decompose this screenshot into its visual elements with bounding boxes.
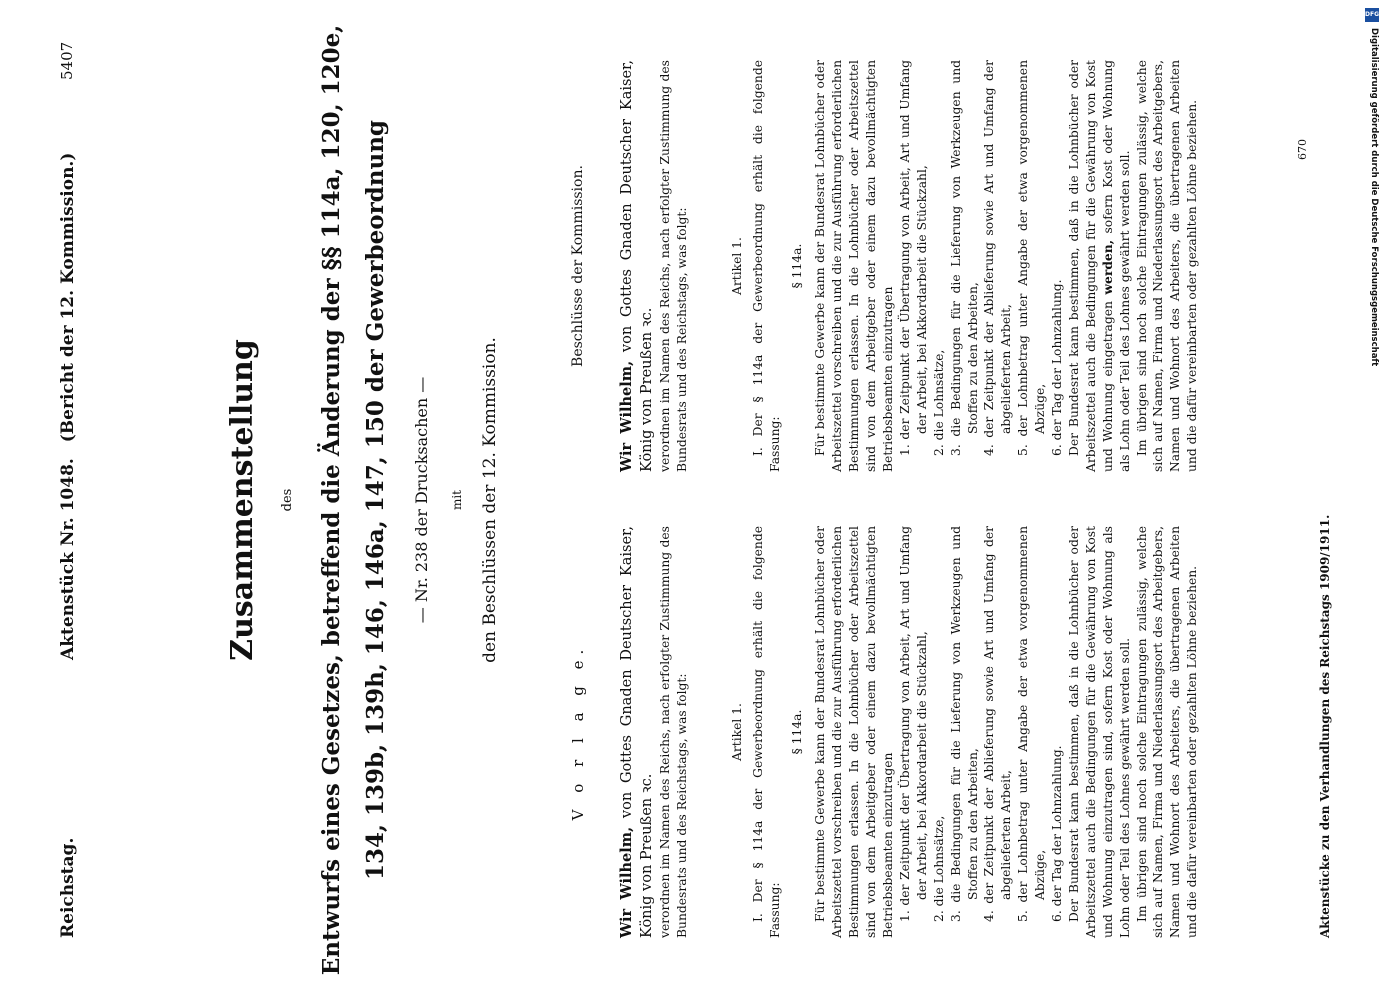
intro-sentence: [617, 60, 657, 472]
intro-emperor-name: Wir Wilhelm,: [617, 826, 635, 938]
title-connector-des: des: [280, 488, 295, 512]
list-item: 1. der Zeitpunkt der Übertragung von Arbeit, Art und Umfang der Arbeit, bei Akkordarbeit die Stückzahl,: [897, 60, 929, 456]
list-item: 4. der Zeitpunkt der Ablieferung sowie Art und Umfang der abgelieferten Arbeit,: [982, 60, 1014, 456]
paragraph-3: Im übrigen sind noch solche Eintragungen zulässig, welche sich auf Namen, Firma und Niederlassungsort des Arbeitgebers, Namen und Wohnort des Arbeiters, die übertragenen Arbeiten und die dafür vereinbarten oder gezahlten Löhne beziehen.: [1134, 60, 1200, 472]
title-subject-line1: Entwurfs eines Gesetzes, betreffend die Änderung der §§ 114a, 120, 120e,: [318, 24, 345, 976]
column-heading-vorlage: V o r l a g e.: [569, 643, 587, 821]
intro-title: von Gottes Gnaden Deutscher Kaiser, König von Preußen ꝛc.: [618, 60, 655, 472]
list-item: 5. der Lohnbetrag unter Angabe der etwa vorgenommenen Abzüge,: [1016, 60, 1048, 456]
paragraph-2: Der Bundesrat kann bestimmen, daß in die Lohnbücher oder Arbeitszettel auch die Bedingungen für die Gewährung von Kost und Wohnung einzutragen sind, sofern Kost oder Wohnung als Lohn oder Teil des Lohnes gewährt werden soll.: [1066, 526, 1132, 938]
footer-source: Aktenstücke zu den Verhandlungen des Reichstags 1909/1911.: [1318, 514, 1332, 938]
item-list: [897, 60, 1066, 456]
title-subject-line2: 134, 139b, 139h, 146, 146a, 147, 150 der Gewerbeordnung: [362, 119, 389, 881]
title-main: Zusammenstellung: [225, 339, 260, 661]
column-vorlage: [570, 526, 1201, 938]
paragraph-2-text-a: Der Bundesrat kann bestimmen, daß in die Lohnbücher oder Arbeitszettel auch die Bedingungen für die Gewährung von Kost und Wohnung eingetragen: [1066, 60, 1115, 472]
list-item: 4. der Zeitpunkt der Ablieferung sowie Art und Umfang der abgelieferten Arbeit,: [982, 526, 1014, 922]
footer-sheet-number: 670: [1296, 139, 1309, 160]
header-document-number: [58, 153, 78, 660]
paragraph-2: [1066, 60, 1134, 472]
header-commission-report: (Bericht der 12. Kommission.): [58, 152, 78, 443]
list-item: 2. die Lohnsätze,: [931, 349, 946, 456]
paragraph-1: Für bestimmte Gewerbe kann der Bundesrat Lohnbücher oder Arbeitszettel vorschreiben und die zur Ausführung erforderlichen Bestimmungen erlassen. In die Lohnbücher oder Arbeitszettel sind von dem Arbeitgeber oder einem dazu bevollmächtigten Betriebsbeamten einzutragen: [813, 526, 895, 938]
title-connector-mit: mit: [450, 489, 464, 511]
list-item: 2. die Lohnsätze,: [931, 815, 946, 922]
intro-title: von Gottes Gnaden Deutscher Kaiser, König von Preußen ꝛc.: [618, 526, 655, 938]
list-item: 1. der Zeitpunkt der Übertragung von Arbeit, Art und Umfang der Arbeit, bei Akkordarbeit die Stückzahl,: [897, 526, 929, 922]
paragraph-2-text-b: sofern Kost oder Wohnung als Lohn oder Teil des Lohnes gewährt werden soll.: [1100, 60, 1132, 472]
paragraph-1: Für bestimmte Gewerbe kann der Bundesrat Lohnbücher oder Arbeitszettel vorschreiben und die zur Ausführung erforderlichen Bestimmungen erlassen. In die Lohnbücher oder Arbeitszettel sind von dem Arbeitgeber oder einem dazu bevollmächtigten Betriebsbeamten einzutragen: [813, 60, 895, 472]
item-list: [897, 526, 1066, 922]
list-item: 3. die Bedingungen für die Lieferung von Werkzeugen und Stoffen zu den Arbeiten,: [948, 526, 980, 922]
intro-decree: verordnen im Namen des Reichs, nach erfolgter Zustimmung des Bundesrats und des Reichstags, was folgt:: [657, 526, 689, 938]
title-commission: den Beschlüssen der 12. Kommission.: [480, 337, 500, 663]
column-heading-kommission: Beschlüsse der Kommission.: [570, 165, 586, 367]
header-document-id: Aktenstück Nr. 1048.: [58, 458, 78, 660]
list-item: 3. die Bedingungen für die Lieferung von Werkzeugen und Stoffen zu den Arbeiten,: [948, 60, 980, 456]
intro-emperor-name: Wir Wilhelm,: [617, 360, 635, 472]
column-kommission: [570, 60, 1201, 472]
paragraph-2-emphasis: werden,: [1099, 240, 1115, 295]
page-number: 5407: [58, 41, 76, 80]
section-heading: § 114a.: [790, 243, 805, 289]
article-heading: Artikel 1.: [729, 703, 744, 761]
section-heading: § 114a.: [790, 709, 805, 755]
paragraph-3: Im übrigen sind noch solche Eintragungen zulässig, welche sich auf Namen, Firma und Niederlassungsort des Arbeitgebers, Namen und Wohnort des Arbeiters, die übertragenen Arbeiten und die dafür vereinbarten oder gezahlten Löhne beziehen.: [1134, 526, 1200, 938]
article-text: I. Der § 114a der Gewerbeordnung erhält die folgende Fassung:: [750, 526, 782, 938]
intro-decree: verordnen im Namen des Reichs, nach erfolgter Zustimmung des Bundesrats und des Reichstags, was folgt:: [657, 60, 689, 472]
dfg-logo-icon: DFG: [1365, 8, 1379, 22]
intro-sentence: [617, 526, 657, 938]
article-text: I. Der § 114a der Gewerbeordnung erhält die folgende Fassung:: [750, 60, 782, 472]
list-item: 6. der Tag der Lohnzahlung.: [1050, 279, 1065, 456]
list-item: 5. der Lohnbetrag unter Angabe der etwa vorgenommenen Abzüge,: [1016, 526, 1048, 922]
digitization-credit: Digitalisierung gefördert durch die Deutsche Forschungsgemeinschaft: [1369, 28, 1379, 367]
title-drucksache: — Nr. 238 der Drucksachen —: [412, 376, 431, 624]
header-left: Reichstag.: [58, 837, 78, 938]
list-item: 6. der Tag der Lohnzahlung.: [1050, 745, 1065, 922]
article-heading: Artikel 1.: [729, 237, 744, 295]
